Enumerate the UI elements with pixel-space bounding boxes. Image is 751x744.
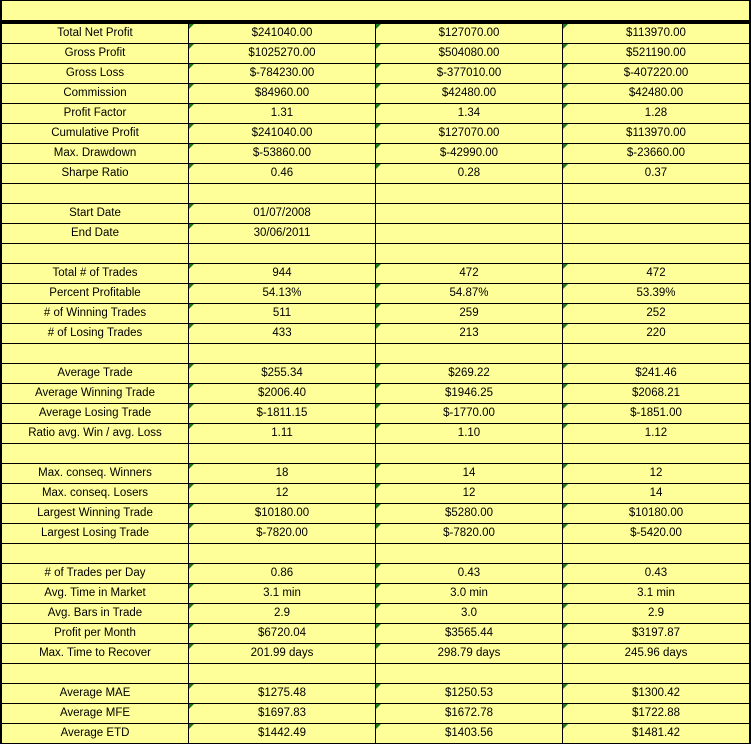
metric-label-cell[interactable]: Largest Winning Trade — [2, 504, 188, 523]
metric-label-cell[interactable]: Largest Losing Trade — [2, 524, 188, 543]
metric-label-cell[interactable]: Profit Factor — [2, 104, 188, 123]
value-cell-col3[interactable]: $42480.00 — [563, 84, 749, 103]
value-cell-col3[interactable]: 3.1 min — [563, 584, 749, 603]
value-cell-col2[interactable]: 0.43 — [376, 564, 562, 583]
metric-label-cell[interactable]: Average Winning Trade — [2, 384, 188, 403]
metric-label-cell[interactable]: Commission — [2, 84, 188, 103]
value-cell-col1[interactable]: 944 — [189, 264, 375, 283]
value-cell-col3[interactable]: 14 — [563, 484, 749, 503]
value-cell-col1[interactable] — [189, 664, 375, 683]
table-row — [0, 604, 751, 624]
value-cell-col1[interactable]: 511 — [189, 304, 375, 323]
value-cell-col2[interactable]: $3565.44 — [376, 624, 562, 643]
metric-label-cell[interactable]: Gross Profit — [2, 44, 188, 63]
value-cell-col1[interactable]: 1.31 — [189, 104, 375, 123]
value-cell-col3[interactable] — [563, 204, 749, 223]
value-cell-col2[interactable] — [376, 204, 562, 223]
metric-label-cell[interactable]: Sharpe Ratio — [2, 164, 188, 183]
value-cell-col2[interactable]: $1946.25 — [376, 384, 562, 403]
value-cell-col3[interactable]: $3197.87 — [563, 624, 749, 643]
value-cell-col3[interactable]: 2.9 — [563, 604, 749, 623]
metric-label-cell[interactable]: Max. conseq. Winners — [2, 464, 188, 483]
table-row — [0, 484, 751, 504]
value-cell-col3[interactable]: $-5420.00 — [563, 524, 749, 543]
value-cell-col3[interactable]: 220 — [563, 324, 749, 343]
value-cell-col2[interactable] — [376, 244, 562, 263]
value-cell-col3[interactable] — [563, 224, 749, 243]
table-row — [0, 104, 751, 124]
value-cell-col2[interactable] — [376, 344, 562, 363]
value-cell-col3[interactable]: $10180.00 — [563, 504, 749, 523]
metric-label-cell[interactable] — [2, 244, 188, 263]
table-row — [0, 144, 751, 164]
table-row — [0, 464, 751, 484]
spacer-row — [0, 444, 751, 464]
metric-label-cell[interactable] — [2, 664, 188, 683]
value-cell-col2[interactable]: 3.0 — [376, 604, 562, 623]
value-cell-col2[interactable]: 14 — [376, 464, 562, 483]
value-cell-col1[interactable]: $-7820.00 — [189, 524, 375, 543]
value-cell-col1[interactable]: $-1811.15 — [189, 404, 375, 423]
value-cell-col2[interactable]: $-377010.00 — [376, 64, 562, 83]
header-row[interactable] — [1, 0, 750, 21]
value-cell-col1[interactable]: $1025270.00 — [189, 44, 375, 63]
value-cell-col3[interactable]: $521190.00 — [563, 44, 749, 63]
value-cell-col2[interactable]: 472 — [376, 264, 562, 283]
table-row — [0, 204, 751, 224]
value-cell-col3[interactable]: $-23660.00 — [563, 144, 749, 163]
value-cell-col3[interactable]: $113970.00 — [563, 124, 749, 143]
value-cell-col1[interactable]: $1275.48 — [189, 684, 375, 703]
value-cell-col2[interactable]: 259 — [376, 304, 562, 323]
value-cell-col1[interactable]: 0.86 — [189, 564, 375, 583]
value-cell-col1[interactable] — [189, 344, 375, 363]
table-row — [0, 724, 751, 744]
value-cell-col3[interactable] — [563, 444, 749, 463]
metric-label-cell[interactable]: Gross Loss — [2, 64, 188, 83]
table-row — [0, 224, 751, 244]
value-cell-col3[interactable]: $1722.88 — [563, 704, 749, 723]
value-cell-col3[interactable] — [563, 664, 749, 683]
value-cell-col2[interactable]: $5280.00 — [376, 504, 562, 523]
metric-label-cell[interactable]: Max. Time to Recover — [2, 644, 188, 663]
table-row — [0, 424, 751, 444]
value-cell-col3[interactable]: $241.46 — [563, 364, 749, 383]
value-cell-col1[interactable]: 12 — [189, 484, 375, 503]
value-cell-col2[interactable] — [376, 184, 562, 203]
spacer-row — [0, 544, 751, 564]
value-cell-col2[interactable]: $1250.53 — [376, 684, 562, 703]
value-cell-col1[interactable]: $6720.04 — [189, 624, 375, 643]
table-row — [0, 504, 751, 524]
table-row — [0, 624, 751, 644]
value-cell-col2[interactable]: $504080.00 — [376, 44, 562, 63]
value-cell-col1[interactable]: 30/06/2011 — [189, 224, 375, 243]
value-cell-col1[interactable]: 01/07/2008 — [189, 204, 375, 223]
value-cell-col3[interactable]: $-407220.00 — [563, 64, 749, 83]
table-row — [0, 644, 751, 664]
value-cell-col1[interactable]: $241040.00 — [189, 124, 375, 143]
table-row — [0, 84, 751, 104]
value-cell-col2[interactable]: $-1770.00 — [376, 404, 562, 423]
metric-label-cell[interactable]: Average Losing Trade — [2, 404, 188, 423]
metric-label-cell[interactable]: Percent Profitable — [2, 284, 188, 303]
metric-label-cell[interactable]: Profit per Month — [2, 624, 188, 643]
value-cell-col3[interactable]: $113970.00 — [563, 24, 749, 43]
metric-label-cell[interactable] — [2, 544, 188, 563]
metric-label-cell[interactable]: Average MAE — [2, 684, 188, 703]
value-cell-col2[interactable]: $1672.78 — [376, 704, 562, 723]
value-cell-col3[interactable]: 472 — [563, 264, 749, 283]
table-row — [0, 584, 751, 604]
table-row — [0, 524, 751, 544]
value-cell-col3[interactable]: 1.28 — [563, 104, 749, 123]
value-cell-col2[interactable]: 12 — [376, 484, 562, 503]
spacer-row — [0, 184, 751, 204]
metric-label-cell[interactable]: Total Net Profit — [2, 24, 188, 43]
table-row — [0, 44, 751, 64]
metric-label-cell[interactable]: Total # of Trades — [2, 264, 188, 283]
value-cell-col1[interactable]: $10180.00 — [189, 504, 375, 523]
value-cell-col3[interactable]: 252 — [563, 304, 749, 323]
value-cell-col1[interactable]: 1.11 — [189, 424, 375, 443]
value-cell-col1[interactable]: $2006.40 — [189, 384, 375, 403]
value-cell-col1[interactable]: 0.46 — [189, 164, 375, 183]
value-cell-col1[interactable]: $255.34 — [189, 364, 375, 383]
table-row — [0, 264, 751, 284]
table-row — [0, 324, 751, 344]
value-cell-col1[interactable]: $-784230.00 — [189, 64, 375, 83]
value-cell-col3[interactable]: $1300.42 — [563, 684, 749, 703]
value-cell-col1[interactable] — [189, 244, 375, 263]
metric-label-cell[interactable]: Average Trade — [2, 364, 188, 383]
value-cell-col3[interactable]: 0.37 — [563, 164, 749, 183]
metric-label-cell[interactable] — [2, 344, 188, 363]
metric-label-cell[interactable] — [2, 184, 188, 203]
table-row — [0, 164, 751, 184]
value-cell-col1[interactable] — [189, 444, 375, 463]
metric-label-cell[interactable]: Ratio avg. Win / avg. Loss — [2, 424, 188, 443]
value-cell-col3[interactable] — [563, 244, 749, 263]
value-cell-col1[interactable]: 18 — [189, 464, 375, 483]
metric-label-cell[interactable]: # of Losing Trades — [2, 324, 188, 343]
table-row — [0, 704, 751, 724]
value-cell-col2[interactable]: $-7820.00 — [376, 524, 562, 543]
value-cell-col3[interactable] — [563, 544, 749, 563]
value-cell-col1[interactable] — [189, 544, 375, 563]
value-cell-col2[interactable] — [376, 544, 562, 563]
spacer-row — [0, 344, 751, 364]
metric-label-cell[interactable]: End Date — [2, 224, 188, 243]
value-cell-col2[interactable]: $42480.00 — [376, 84, 562, 103]
table-row — [0, 684, 751, 704]
table-row — [0, 304, 751, 324]
value-cell-col2[interactable]: $127070.00 — [376, 24, 562, 43]
metric-label-cell[interactable]: Avg. Bars in Trade — [2, 604, 188, 623]
table-row — [0, 64, 751, 84]
table-row — [0, 284, 751, 304]
metric-label-cell[interactable]: # of Trades per Day — [2, 564, 188, 583]
value-cell-col2[interactable]: 1.34 — [376, 104, 562, 123]
spacer-row — [0, 244, 751, 264]
value-cell-col2[interactable]: $269.22 — [376, 364, 562, 383]
metric-label-cell[interactable]: Average ETD — [2, 724, 188, 743]
value-cell-col1[interactable]: $84960.00 — [189, 84, 375, 103]
value-cell-col2[interactable] — [376, 224, 562, 243]
value-cell-col1[interactable]: $1442.49 — [189, 724, 375, 743]
metric-label-cell[interactable] — [2, 444, 188, 463]
metric-label-cell[interactable]: Avg. Time in Market — [2, 584, 188, 603]
spacer-row — [0, 664, 751, 684]
value-cell-col1[interactable]: 433 — [189, 324, 375, 343]
value-cell-col2[interactable]: 3.0 min — [376, 584, 562, 603]
table-row — [0, 564, 751, 584]
table-row — [0, 364, 751, 384]
table-row — [0, 384, 751, 404]
value-cell-col2[interactable]: 0.28 — [376, 164, 562, 183]
value-cell-col3[interactable]: 245.96 days — [563, 644, 749, 663]
metric-label-cell[interactable]: Start Date — [2, 204, 188, 223]
value-cell-col2[interactable] — [376, 664, 562, 683]
metric-label-cell[interactable]: Cumulative Profit — [2, 124, 188, 143]
table-row — [0, 404, 751, 424]
value-cell-col3[interactable] — [563, 344, 749, 363]
value-cell-col1[interactable]: 3.1 min — [189, 584, 375, 603]
value-cell-col3[interactable]: $-1851.00 — [563, 404, 749, 423]
value-cell-col3[interactable]: 0.43 — [563, 564, 749, 583]
value-cell-col2[interactable]: 54.87% — [376, 284, 562, 303]
table-row — [0, 24, 751, 44]
value-cell-col2[interactable]: $-42990.00 — [376, 144, 562, 163]
value-cell-col1[interactable] — [189, 184, 375, 203]
value-cell-col1[interactable]: $241040.00 — [189, 24, 375, 43]
value-cell-col1[interactable]: 201.99 days — [189, 644, 375, 663]
value-cell-col2[interactable]: $1403.56 — [376, 724, 562, 743]
value-cell-col2[interactable]: 1.10 — [376, 424, 562, 443]
table-row — [0, 124, 751, 144]
metric-label-cell[interactable]: Max. conseq. Losers — [2, 484, 188, 503]
value-cell-col3[interactable]: $2068.21 — [563, 384, 749, 403]
metric-label-cell[interactable]: Max. Drawdown — [2, 144, 188, 163]
value-cell-col1[interactable]: 2.9 — [189, 604, 375, 623]
value-cell-col3[interactable] — [563, 184, 749, 203]
metric-label-cell[interactable]: # of Winning Trades — [2, 304, 188, 323]
value-cell-col2[interactable]: 298.79 days — [376, 644, 562, 663]
metric-label-cell[interactable]: Average MFE — [2, 704, 188, 723]
value-cell-col1[interactable]: 54.13% — [189, 284, 375, 303]
value-cell-col2[interactable] — [376, 444, 562, 463]
value-cell-col2[interactable]: $127070.00 — [376, 124, 562, 143]
value-cell-col2[interactable]: 213 — [376, 324, 562, 343]
value-cell-col3[interactable]: 1.12 — [563, 424, 749, 443]
value-cell-col1[interactable]: $1697.83 — [189, 704, 375, 723]
value-cell-col1[interactable]: $-53860.00 — [189, 144, 375, 163]
value-cell-col3[interactable]: 12 — [563, 464, 749, 483]
value-cell-col3[interactable]: $1481.42 — [563, 724, 749, 743]
value-cell-col3[interactable]: 53.39% — [563, 284, 749, 303]
